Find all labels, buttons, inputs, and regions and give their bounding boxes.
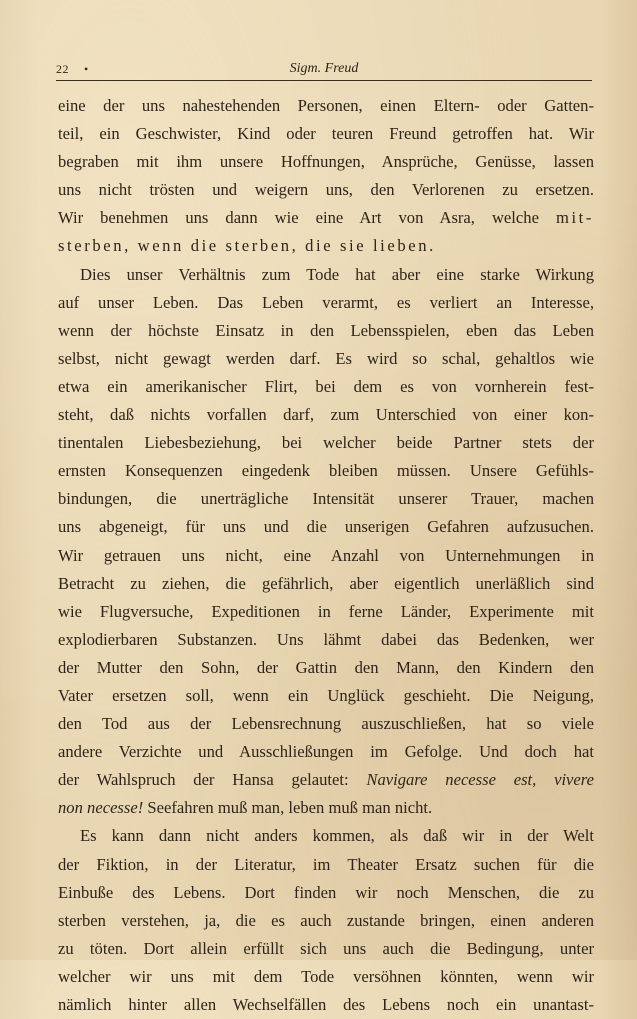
text-line: uns nicht trösten und weigern uns, den Verlorenen zu ersetzen. [58, 180, 594, 200]
text-line [58, 204, 594, 232]
text-line: Betracht zu ziehen, die gefährlich, aber eigentlich unerläßlich sind [58, 573, 594, 593]
page-number-mark: • [84, 62, 89, 76]
latin-quote: Navigare necesse est, vivere [366, 770, 594, 790]
text-line: sterben verstehen, ja, die es auch zustande bringen, einen anderen [58, 910, 594, 930]
text-line: steht, daß nichts vorfallen darf, zum Unterschied von einer kon- [58, 405, 594, 425]
text-line: explodierbaren Substanzen. Uns lähmt dabei das Bedenken, wer [58, 629, 594, 649]
text-line [58, 794, 594, 822]
text-line: auf unser Leben. Das Leben verarmt, es verliert an Interesse, [58, 292, 594, 312]
text-line [58, 232, 594, 260]
text-line: andere Verzichte und Ausschließungen im Gefolge. Und doch hat [58, 742, 594, 762]
paragraph-start-line: Es kann dann nicht anders kommen, als daß wir in der Welt [80, 826, 594, 846]
text-line: uns abgeneigt, für uns und die unserigen Gefahren aufzusuchen. [58, 517, 594, 537]
text-line: teil, ein Geschwister, Kind oder teuren Freund getroffen hat. Wir [58, 124, 594, 144]
paragraph-start-line: Dies unser Verhältnis zum Tode hat aber eine starke Wirkung [80, 264, 594, 284]
text-line: tinentalen Liebesbeziehung, bei welcher beide Partner stets der [58, 433, 594, 453]
text-line: bindungen, die unerträgliche Intensität unserer Trauer, machen [58, 489, 594, 509]
text-line: wie Flugversuche, Expeditionen in ferne Länder, Experimente mit [58, 601, 594, 621]
text-segment: Seefahren muß man, leben muß man nicht. [143, 798, 433, 818]
text-segment: Wir benehmen uns dann wie eine Art von Asra, welche [58, 208, 556, 228]
text-line: begraben mit ihm unsere Hoffnungen, Ansprüche, Genüsse, lassen [58, 152, 594, 172]
text-line: eine der uns nahestehenden Personen, einen Eltern- oder Gatten- [58, 96, 594, 115]
text-line: Einbuße des Lebens. Dort finden wir noch Menschen, die zu [58, 882, 594, 902]
text-line: selbst, nicht gewagt werden darf. Es wird so schal, gehaltlos wie [58, 348, 594, 368]
text-line: ernsten Konsequenzen eingedenk bleiben müssen. Unsere Gefühls- [58, 461, 594, 481]
text-line: welcher wir uns mit dem Tode versöhnen könnten, wenn wir [58, 966, 594, 986]
latin-quote: non necesse! [58, 798, 144, 818]
body-text [58, 92, 594, 1019]
text-line: nämlich hinter allen Wechselfällen des Lebens noch ein unantast- [58, 995, 594, 1014]
text-line: wenn der höchste Einsatz in den Lebensspielen, eben das Leben [58, 320, 594, 340]
running-head-author: Sigm. Freud [289, 61, 359, 76]
text-line: Vater ersetzen soll, wenn ein Unglück geschieht. Die Neigung, [58, 685, 594, 705]
text-line [58, 766, 594, 794]
text-line: zu töten. Dort allein erfüllt sich uns auch die Bedingung, unter [58, 938, 594, 958]
text-line: etwa ein amerikanischer Flirt, bei dem es von vornherein fest- [58, 376, 594, 396]
page-header [56, 60, 592, 78]
text-segment: . [429, 236, 434, 256]
text-line: den Tod aus der Lebensrechnung auszuschließen, hat so viele [58, 714, 594, 734]
text-segment: der Wahlspruch der Hansa gelautet: [58, 770, 367, 790]
text-line: der Fiktion, in der Literatur, im Theater Ersatz suchen für die [58, 854, 594, 874]
text-line: Wir getrauen uns nicht, eine Anzahl von Unternehmungen in [58, 545, 594, 565]
text-line: der Mutter den Sohn, der Gattin den Mann, den Kindern den [58, 657, 594, 677]
emphasized-text: mit- [555, 208, 594, 228]
page-number: 22 [56, 62, 69, 76]
emphasized-text: sterben, wenn die sterben, die sie lieben [58, 236, 430, 256]
header-rule [56, 80, 592, 81]
